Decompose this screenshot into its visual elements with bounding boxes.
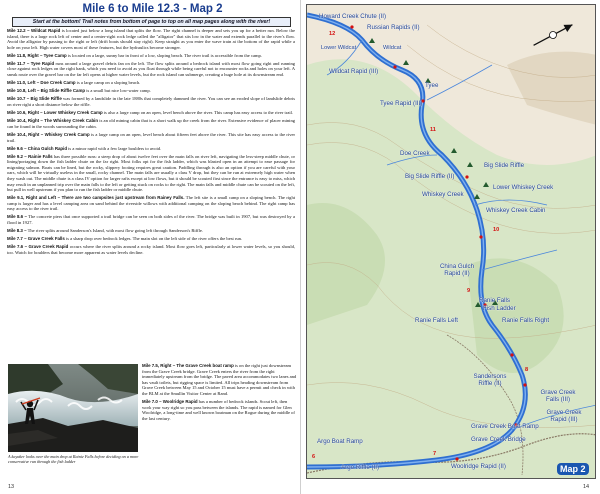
- map-label: Big Slide Riffle: [484, 162, 525, 169]
- log-entry: Mile 10.7 – Big Slide Riffle was formed by a landslide in the late 1880s that completely dammed the river. You can see an eroded slope of landslide debris on river right a short distance below the riffle.: [7, 96, 295, 107]
- map-artwork: [307, 5, 596, 479]
- map-label: Argo Riffle (II): [341, 464, 380, 471]
- log-entry: Mile 10.4, Right – The Whiskey Creek Cabin is an old mining cabin that is a short walk up the creek from the river. Extensive evidence of placer mining can be found in the woods surrounding the cabin.: [7, 118, 295, 129]
- log-entry: Mile 7.6 – Grave Creek Rapid occurs where the river splits around a rocky island. Most flow goes left, particularly at lower water levels, so you should, too. Watch for boulders that become more apparent as water levels decline.: [7, 244, 295, 255]
- instruction-banner: Start at the bottom! Trail notes from bottom of page to top on all map pages along with the river!: [12, 17, 291, 27]
- map-label: Grave Creek Rapid (III): [546, 409, 582, 423]
- page-number-right: 14: [583, 484, 590, 490]
- log-entry: Mile 10.4, Right – Whiskey Creek Camp is a large camp on an open, level bench about fifteen feet above the river. This site has easy access to the river trail.: [7, 131, 295, 143]
- river-mile-marker: 11: [430, 127, 436, 133]
- map-label: Grave Creek Bridge: [471, 436, 526, 443]
- log-entry: Mile 11.0, Left – Doe Creek Camp is a large camp on a sloping beach.: [7, 80, 141, 86]
- log-entry: Mile 9.1, Right and Left – There are two campsites just upstream from Rainey Falls. The left site is a small camp on a sloping bench. The right camp is larger and has a level camping area on sand behind the riverside willows with additional camping on the sloping beach behind. The right camp has easy access to the river trail.: [7, 195, 295, 212]
- log-entry: Mile 10.6, Right – Lower Whiskey Creek Camp is also a large camp on an open, level bench above the river. This camp has easy access to the river trail.: [7, 110, 294, 116]
- log-entry: Mile 11.8, Right – Tyee Camp is located on a large, sunny bar in front of a low, sloping beach. The river trail is accessible from the camp.: [7, 52, 262, 58]
- map-label: Grave Creek Falls (III): [540, 389, 576, 403]
- map-label: Wildcat: [383, 45, 402, 51]
- river-mile-marker: 9: [467, 288, 471, 294]
- map-label: Whiskey Creek: [422, 191, 464, 198]
- log-entry: Mile 12.2 – Wildcat Rapid is located just below a long island that splits the flow. The right channel is deeper and sets you up for a better run. Below the island, there is a large rock left of center and a center-right rock ledge called the "alligator" that sits low in the water and extends parallel to the river's flow. Avoid the alligator by passing to the right or left (drift boats should stay right). Keep straight as you enter the wave train at the bottom of the rapid while a hole on your left. High water covers most of these features, but the hydraulics become stronger.: [7, 28, 295, 50]
- log-entry: Mile 9.6 – China Gulch Rapid is a minor rapid with a few large boulders to avoid.: [7, 145, 162, 151]
- map-label: Howard Creek Chute (II): [319, 13, 387, 20]
- map-label: Tyee Rapid (III): [380, 100, 423, 107]
- log-entry: Mile 8.6 – The concrete piers that once supported a trail bridge can be seen on both sides of the river. The bridge was built in 1907, but was destroyed by a flood in 1927.: [7, 214, 295, 225]
- map-label: Doe Creek: [400, 150, 430, 157]
- map-label: Ranie Falls Right: [502, 317, 550, 324]
- map-label: Lower Wildcat: [321, 45, 357, 51]
- river-map: [306, 4, 596, 479]
- map-label: Sandersons Riffle (II): [473, 373, 507, 387]
- map-label: Fish Ladder: [483, 305, 516, 312]
- page-title: Mile 6 to Mile 12.3 - Map 2: [82, 3, 223, 15]
- map-label: Wildcat Rapid (III): [329, 68, 379, 75]
- log-entry: Mile 9.2 – Rainie Falls has three possible runs: a steep drop of about twelve feet over the main falls on river left, navigating the less-steep middle chute, or lining/portaging down the fish ladder chute on the far right. Most folks opt for the fish ladder, which was blasted open in an attempt to ease passage for migrating salmon. Boats can be lined, but the rocky, slippery footing requires great caution. Paddling through is also an option if you are careful with your oars, which will be virtually useless in the small, rocky channel. The main falls are usually a class V drop, but they can be run at extremely high water when they wash out. The middle chute is a class IV option for larger rafts except at low flows, but it should be scouted first since the entrance is easy to miss, which may result in an unplanned trip over the main falls to the left or getting stuck on rocks to the right. The main falls and middle chute can be scouted on the left, but pull in well upstream if you plan to run the fish ladder or middle chute.: [7, 153, 295, 193]
- log-entry: Mile 7.7 – Grave Creek Falls is a sharp drop over bedrock ledges. The main slot on the left side of the river offers the best run.: [7, 236, 243, 242]
- map-label: Ranie Falls Left: [415, 317, 458, 324]
- log-entry: Mile 7.0 – Woolridge Rapid has a number of bedrock islands. Scout left, then work your way right so you pass between the islands. The rapid is named for Glen Woolridge, a long-time and well known boatman on the Rogue during the middle of the last century.: [142, 399, 295, 421]
- river-log-entries: [7, 28, 295, 258]
- log-entry: Mile 7.5, Right – The Grave Creek boat ramp is on the right just downstream from the Grave Creek bridge. Grave Creek enters the river from the right immediately upstream from the bridge. The paved area accommodates two lanes and has vault toilets, but rigging space is limited. All trips heading downstream from Grave Creek between May 15 and October 15 must have a permit and check in with the BLM at the Smullin Visitor Center at Rand.: [142, 363, 297, 396]
- river-mile-marker: 12: [329, 31, 336, 37]
- kayaker-photo: [8, 364, 138, 452]
- map-label: Argo Boat Ramp: [317, 438, 363, 445]
- map-label: Russian Rapids (II): [367, 24, 420, 31]
- map-label: Tyee: [425, 82, 439, 89]
- river-mile-marker: 6: [312, 454, 316, 460]
- map-label: Grave Creek Boat Ramp: [471, 423, 539, 430]
- log-entry: Mile 8.3 – The river splits around Sanderson's Island, with most flow going left through Sanderson's Riffle.: [7, 228, 204, 234]
- map-badge: Map 2: [557, 463, 589, 475]
- map-label: China Gulch Rapid (II): [439, 263, 475, 277]
- log-entry: Mile 10.8, Left – Big Slide Riffle Camp is a small but nice low-water camp.: [7, 88, 151, 94]
- page-number-left: 13: [8, 484, 15, 490]
- log-entry: Mile 11.7 – Tyee Rapid runs around a large gravel debris fan on the left. The flow splits around a bedrock island with most flow going right and running close against rock ledges on the right bank, which you need to avoid as you float through while being careful not to encounter rocks and holes on your left. A sneak route over the gravel bar on the far left opens at higher water levels, but the rock island can submerge, creating a huge hole at its downstream end.: [7, 60, 296, 78]
- river-mile-marker: 8: [525, 367, 529, 373]
- river-mile-marker: 10: [493, 227, 500, 233]
- map-label: Ranie Falls: [479, 297, 510, 304]
- map-label: Lower Whiskey Creek: [493, 184, 554, 191]
- map-label: Whiskey Creek Cabin: [486, 207, 546, 214]
- map-label: Big Slide Riffle (II): [405, 173, 455, 180]
- right-page: [301, 0, 600, 494]
- river-mile-marker: 7: [433, 451, 437, 457]
- photo-caption: A kayaker looks over the main drop at Rainie Falls before deciding on a more conservative run through the fish ladder: [8, 454, 139, 464]
- side-log-entries: [142, 363, 297, 424]
- map-label: Woolridge Rapid (II): [451, 463, 506, 470]
